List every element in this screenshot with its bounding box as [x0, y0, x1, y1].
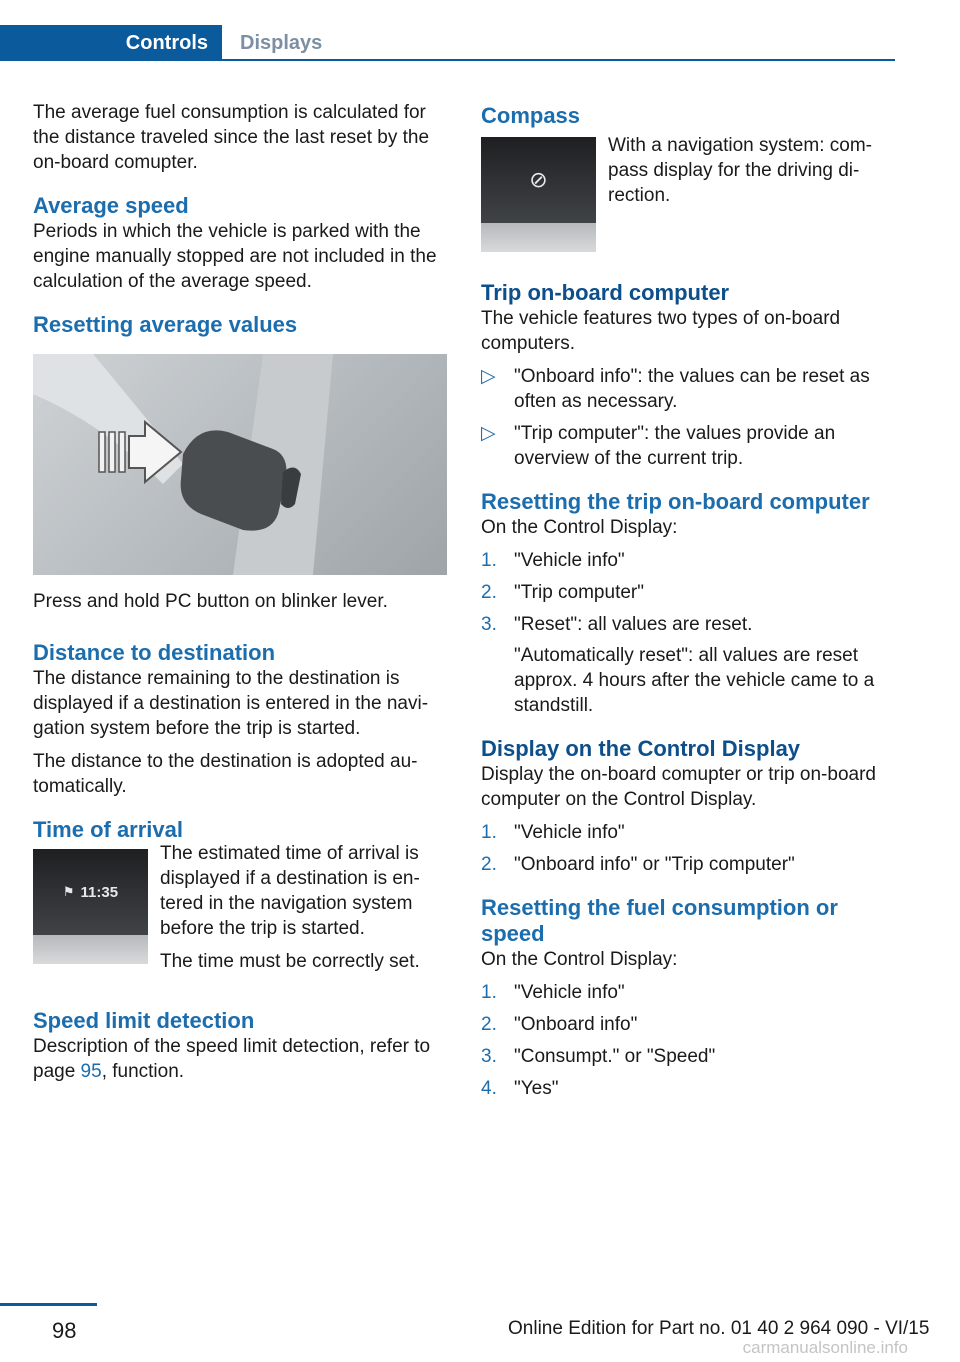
step-text: "Onboard info"	[514, 1014, 638, 1035]
arrival-display-screen	[33, 849, 148, 935]
arrival-time-value: 11:35	[80, 883, 119, 901]
heading-trip-computer: Trip on-board computer	[481, 280, 730, 305]
step-number: 2.	[481, 582, 497, 603]
trip-text: The vehicle features two types of on-board computers.	[481, 308, 841, 354]
list-item	[481, 364, 891, 414]
step-number: 3.	[481, 614, 497, 635]
list-item	[481, 980, 891, 1005]
step-number: 2.	[481, 1014, 497, 1035]
arrival-text-1: The estimated time of arrival is displayed if a destination is en‐tered in the navigation system before the trip is started.	[160, 843, 420, 939]
bullet-text: "Onboard info": the values can be reset as often as necessary.	[514, 366, 870, 412]
trip-bullet-list	[481, 364, 891, 471]
step-text: "Onboard info" or "Trip computer"	[514, 854, 795, 875]
step-number: 4.	[481, 1078, 497, 1099]
heading-distance-destination: Distance to destination	[33, 640, 276, 665]
display-bezel	[481, 223, 596, 252]
page-number: 98	[52, 1318, 77, 1343]
tab-controls[interactable]: Controls	[0, 25, 222, 61]
heading-display-control: Display on the Control Display	[481, 736, 801, 761]
compass-display-screen	[481, 137, 596, 223]
heading-compass: Compass	[481, 103, 581, 128]
step-number: 1.	[481, 550, 497, 571]
tab-displays[interactable]: Displays	[240, 31, 323, 54]
list-item	[481, 852, 891, 877]
edition-note: Online Edition for Part no. 01 40 2 964 090 - VI/15	[508, 1318, 930, 1339]
list-item	[481, 1076, 891, 1101]
speed-limit-text-a: Description of the speed limit detection, refer to page	[33, 1036, 431, 1082]
page-link-95[interactable]: 95	[80, 1061, 102, 1082]
right-column	[481, 100, 891, 1109]
speed-limit-text	[33, 1034, 447, 1084]
reset-trip-sub-note: "Automatically reset": all values are reset approx. 4 hours after the vehicle came to a standstill.	[514, 645, 875, 716]
heading-time-of-arrival: Time of arrival	[33, 817, 183, 842]
step-text: "Vehicle info"	[514, 822, 625, 843]
flag-icon: ⚑	[62, 884, 75, 899]
step-text: "Consumpt." or "Speed"	[514, 1046, 716, 1067]
list-item	[481, 612, 891, 637]
intro-paragraph: The average fuel consumption is calculated for the distance traveled since the last reset by the on-board comupter.	[33, 102, 430, 173]
blinker-lever-illustration	[33, 354, 447, 575]
step-text: "Vehicle info"	[514, 550, 625, 571]
bullet-text: "Trip computer": the values provide an overview of the current trip.	[514, 423, 836, 469]
reset-trip-steps	[481, 548, 891, 637]
heading-speed-limit: Speed limit detection	[33, 1008, 255, 1033]
bullet-marker: ▷	[481, 366, 496, 387]
list-item	[481, 548, 891, 573]
distance-text-1: The distance remaining to the destination is displayed if a destination is entered in the navi‐gation system before the trip is started.	[33, 668, 429, 739]
reset-average-caption: Press and hold PC button on blinker lever.	[33, 591, 388, 612]
compass-display-image	[481, 137, 596, 252]
display-text: Display the on-board comupter or trip on-board computer on the Control Display.	[481, 764, 876, 810]
list-item	[481, 421, 891, 471]
speed-limit-text-b: , function.	[101, 1061, 185, 1082]
reset-fuel-intro: On the Control Display:	[481, 949, 678, 970]
header-rule	[222, 59, 895, 61]
bullet-marker: ▷	[481, 423, 496, 444]
list-item	[481, 1012, 891, 1037]
list-item	[481, 820, 891, 845]
display-steps	[481, 820, 891, 877]
heading-average-speed: Average speed	[33, 193, 189, 218]
compass-text: With a navigation system: com‐pass display for the driving di‐rection.	[608, 135, 872, 206]
display-bezel	[33, 935, 148, 964]
arrival-text-2: The time must be correctly set.	[160, 951, 420, 972]
step-number: 3.	[481, 1046, 497, 1067]
list-item	[481, 580, 891, 605]
top-nav	[0, 25, 895, 61]
heading-reset-trip: Resetting the trip on-board computer	[481, 489, 870, 514]
step-number: 2.	[481, 854, 497, 875]
average-speed-text: Periods in which the vehicle is parked with the engine manually stopped are not included in the calculation of the average speed.	[33, 221, 437, 292]
heading-resetting-average: Resetting average values	[33, 312, 298, 337]
step-text: "Reset": all values are reset.	[514, 614, 753, 635]
left-column	[33, 100, 447, 1092]
watermark: carmanualsonline.info	[742, 1338, 908, 1357]
distance-text-2: The distance to the destination is adopted au‐tomatically.	[33, 751, 418, 797]
list-item	[481, 1044, 891, 1069]
step-text: "Vehicle info"	[514, 982, 625, 1003]
step-number: 1.	[481, 822, 497, 843]
reset-trip-intro: On the Control Display:	[481, 517, 678, 538]
footer-rule	[0, 1303, 97, 1306]
reset-fuel-steps	[481, 980, 891, 1101]
step-text: "Trip computer"	[514, 582, 644, 603]
lever-image-graphic	[33, 354, 447, 575]
arrival-display-image	[33, 849, 148, 964]
step-text: "Yes"	[514, 1078, 559, 1099]
step-number: 1.	[481, 982, 497, 1003]
heading-reset-fuel: Resetting the fuel consumption or speed	[481, 895, 838, 946]
compass-icon: ⊘	[529, 167, 548, 192]
